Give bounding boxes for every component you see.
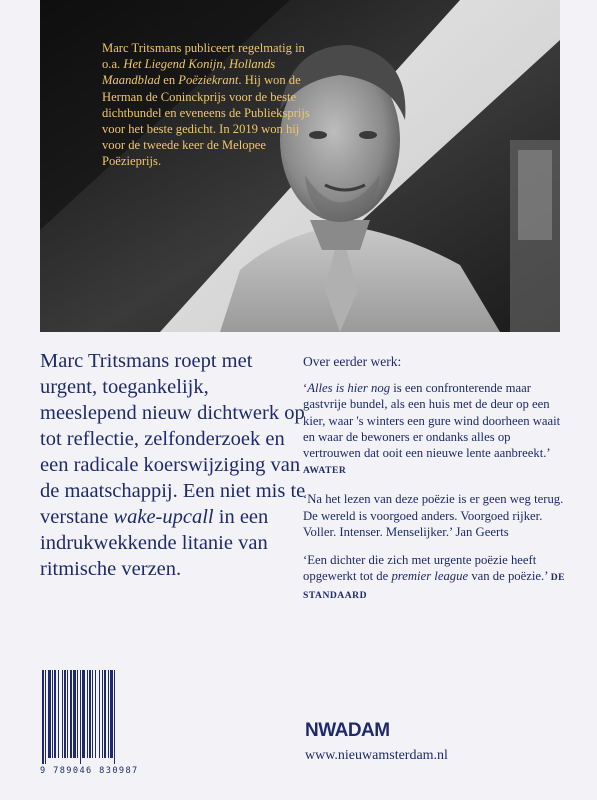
quote-mark: ‘ xyxy=(303,381,308,396)
bio-text-2: . Hij won de Herman de Coninckprijs voor de beste dichtbundel en eveneens de Publieksprijs voor het beste gedicht. In 2019 won hij voor de tweede keer de Melopee Poëzieprijs. xyxy=(102,73,310,169)
blurb xyxy=(40,348,310,582)
barcode xyxy=(40,670,152,780)
reviews xyxy=(303,354,565,617)
bio-text-1: Marc Tritsmans publiceert regelmatig in o.a. xyxy=(102,41,305,72)
blurb-text-1: Marc Tritsmans roept met urgent, toegankelijk, meeslepend nieuw dichtwerk op tot reflectie, zelfonderzoek en een radicale koerswijziging van de maatschappij. Een niet mis te verstane xyxy=(40,350,306,528)
reviews-heading: Over eerder werk: xyxy=(303,354,402,369)
publisher-website[interactable]: www.nieuwamsterdam.nl xyxy=(305,748,448,763)
publication-title: Het Liegend Konijn xyxy=(123,57,223,72)
quote-text: van de poëzie.’ xyxy=(468,569,551,584)
quote-text: ‘Een dichter die zich met urgente poëzie heeft opgewerkt tot de xyxy=(303,553,537,584)
author-bio xyxy=(102,40,322,170)
review-quote xyxy=(303,380,565,479)
quote-text: is een confronterende maar gastvrije bundel, als een huis met de deur op een kier, waar 's winters een gure wind doorheen waait en waar de bewoners er ondanks alles op vertrouwen dat ooit een nieuwe lente aanbreekt.’ xyxy=(303,381,561,461)
bio-separator: , xyxy=(222,57,229,72)
bio-separator: en xyxy=(160,73,179,88)
publication-title: Hollands Maandblad xyxy=(102,57,276,88)
isbn-number: 9 789046 830987 xyxy=(40,766,139,776)
quote-text: ‘Na het lezen van deze poëzie is er geen weg terug. De wereld is voorgoed anders. Voorgoed rijker. Voller. Intenser. Menselijker.’ xyxy=(303,492,564,539)
barcode-icon xyxy=(40,670,152,764)
review-quote xyxy=(303,552,565,605)
blurb-text xyxy=(40,348,310,582)
quote-source: Jan Geerts xyxy=(455,524,509,539)
blurb-emphasis: wake-upcall xyxy=(113,506,214,528)
publisher-logo: NWADAM xyxy=(305,720,390,741)
quote-emphasis: premier league xyxy=(391,569,469,584)
quote-source: DE STANDAARD xyxy=(303,572,566,602)
author-bio-text xyxy=(102,40,322,170)
blurb-text-2: in een indrukwekkende litanie van ritmische verzen. xyxy=(40,506,269,580)
review-quote xyxy=(303,491,565,540)
quote-source: AWATER xyxy=(303,465,347,477)
book-title: Alles is hier nog xyxy=(307,381,391,396)
author-photo xyxy=(40,0,560,332)
publication-title: Poëziekrant xyxy=(178,73,239,88)
